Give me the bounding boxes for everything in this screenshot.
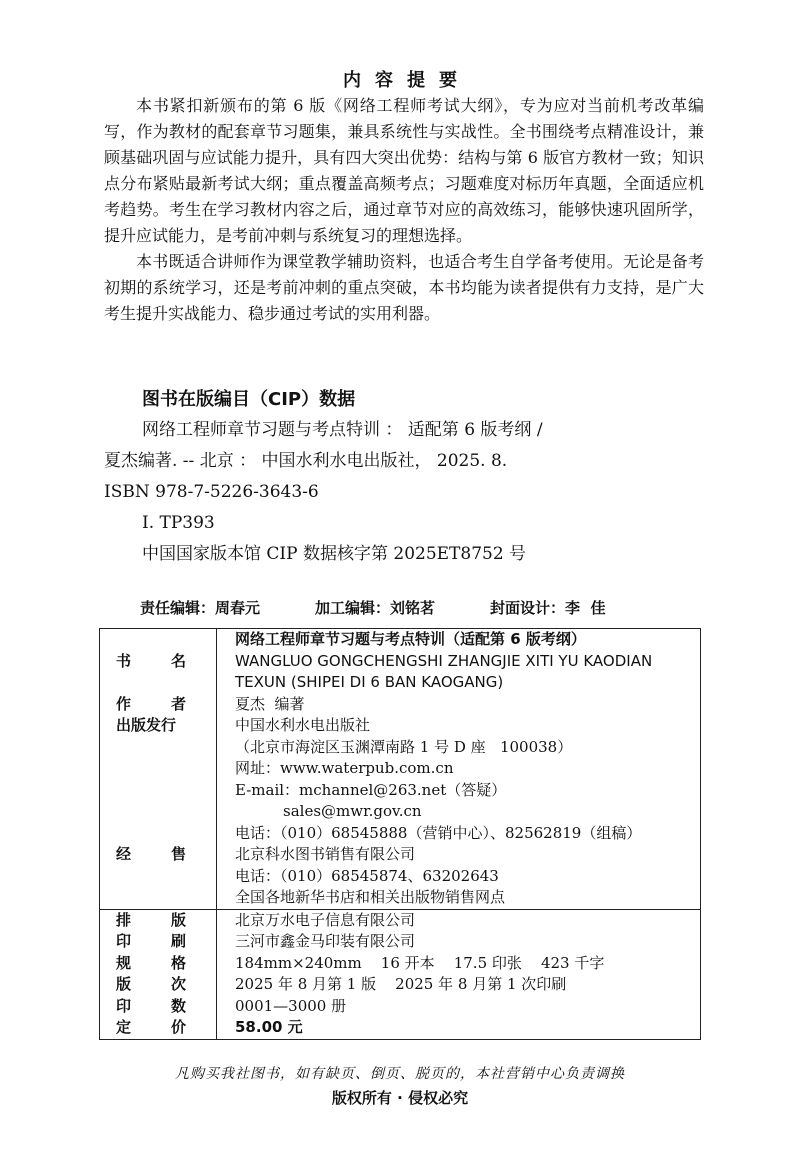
cip-isbn: ISBN 978-7-5226-3643-6 [104, 482, 319, 502]
replacement-notice: 凡购买我社图书，如有缺页、倒页、脱页的，本社营销中心负责调换 [175, 1066, 625, 1082]
printing-label: 印 刷 [116, 932, 186, 950]
table-row [100, 629, 701, 910]
production-values [217, 909, 701, 1039]
printing-value: 三河市鑫金马印装有限公司 [235, 932, 416, 950]
typesetting-label: 排 版 [116, 910, 186, 929]
cip-line-author: 夏杰编著. -- 北京 ： 中国水利水电出版社， 2025. 8. [104, 451, 508, 471]
summary-paragraph-2: 本书既适合讲师作为课堂教学辅助资料，也适合考生自学备考使用。无论是备考初期的系统学习，还是考前冲刺的重点突破，本书均能为读者提供有力支持，是广大考生提升实战能力、稳步通过考试的实用利器。 [104, 252, 704, 323]
edition-label: 版 次 [116, 975, 186, 993]
summary-title: 内容提要 [343, 70, 471, 91]
seller-value: 北京科水图书销售有限公司 [235, 845, 416, 863]
table-row [100, 909, 701, 1039]
summary-text [104, 93, 704, 327]
book-name-cn: 网络工程师章节习题与考点特训（适配第 6 版考纲） [235, 630, 586, 648]
publication-values [217, 629, 701, 910]
cip-block [104, 384, 724, 570]
processing-editor: 加工编辑：刘铭茗 [315, 599, 436, 617]
publisher-label: 出版发行 [116, 716, 177, 734]
copyright-notice: 版权所有 · 侵权必究 [331, 1089, 469, 1107]
publisher-value: 中国水利水电出版社 [235, 716, 371, 734]
spec-value: 184mm×240mm 16 开本 17.5 印张 423 千字 [235, 953, 605, 972]
production-labels [100, 909, 217, 1039]
book-name-pinyin-2: TEXUN (SHIPEI DI 6 BAN KAOGANG) [235, 673, 504, 691]
book-name-label: 书 名 [116, 651, 186, 670]
publisher-address: （北京市海淀区玉渊潭南路 1 号 D 座 100038） [235, 737, 573, 756]
typesetting-value: 北京万水电子信息有限公司 [235, 910, 416, 929]
publisher-email: E-mail：mchannel@263.net（答疑） [235, 780, 507, 799]
publication-info-table [99, 628, 701, 1040]
print-count-value: 0001—3000 册 [235, 996, 347, 1015]
seller-phone: 电话：（010）68545874、63202643 [235, 866, 499, 885]
price-value: 58.00 元 [235, 1018, 303, 1036]
publisher-website: 网址：www.waterpub.com.cn [235, 759, 454, 777]
spec-label: 规 格 [116, 953, 186, 972]
cip-title: 图书在版编目（CIP）数据 [142, 389, 356, 410]
publisher-phone: 电话：（010）68545888（营销中心）、82562819（组稿） [235, 823, 642, 842]
book-name-pinyin-1: WANGLUO GONGCHENGSHI ZHANGJIE XITI YU KAODIAN [235, 651, 653, 670]
author-value: 夏杰 编著 [235, 694, 305, 713]
responsible-editor: 责任编辑：周春元 [140, 599, 261, 617]
cip-record: 中国国家版本馆 CIP 数据核字第 2025ET8752 号 [142, 544, 527, 564]
cip-line-title: 网络工程师章节习题与考点特训 ： 适配第 6 版考纲 / [142, 420, 543, 440]
seller-network: 全国各地新华书店和相关出版物销售网点 [235, 888, 506, 906]
cover-designer: 封面设计：李 佳 [490, 599, 606, 617]
cip-classification: Ⅰ. TP393 [142, 513, 215, 533]
summary-paragraph-1: 本书紧扣新颁布的第 6 版《网络工程师考试大纲》，专为应对当前机考改革编写，作为教材的配套章节习题集，兼具系统性与实战性。全书围绕考点精准设计，兼顾基础巩固与应试能力提升，具有四大突出优势：结构与第 6 版官方教材一致；知识点分布紧贴最新考试大纲；重点覆盖高频考点；习题难度对标历年真题，全面适应机考趋势。考生在学习教材内容之后，通过章节对应的高效练习，能够快速巩固所学，提升应试能力，是考前冲刺与系统复习的理想选择。 [104, 96, 704, 245]
author-label: 作 者 [116, 694, 186, 713]
price-label: 定 价 [116, 1018, 186, 1036]
publication-labels [100, 629, 217, 910]
publisher-email-2: sales@mwr.gov.cn [283, 802, 422, 820]
print-count-label: 印 数 [116, 996, 186, 1015]
seller-label: 经 售 [116, 845, 186, 863]
edition-value: 2025 年 8 月第 1 版 2025 年 8 月第 1 次印刷 [235, 975, 567, 993]
